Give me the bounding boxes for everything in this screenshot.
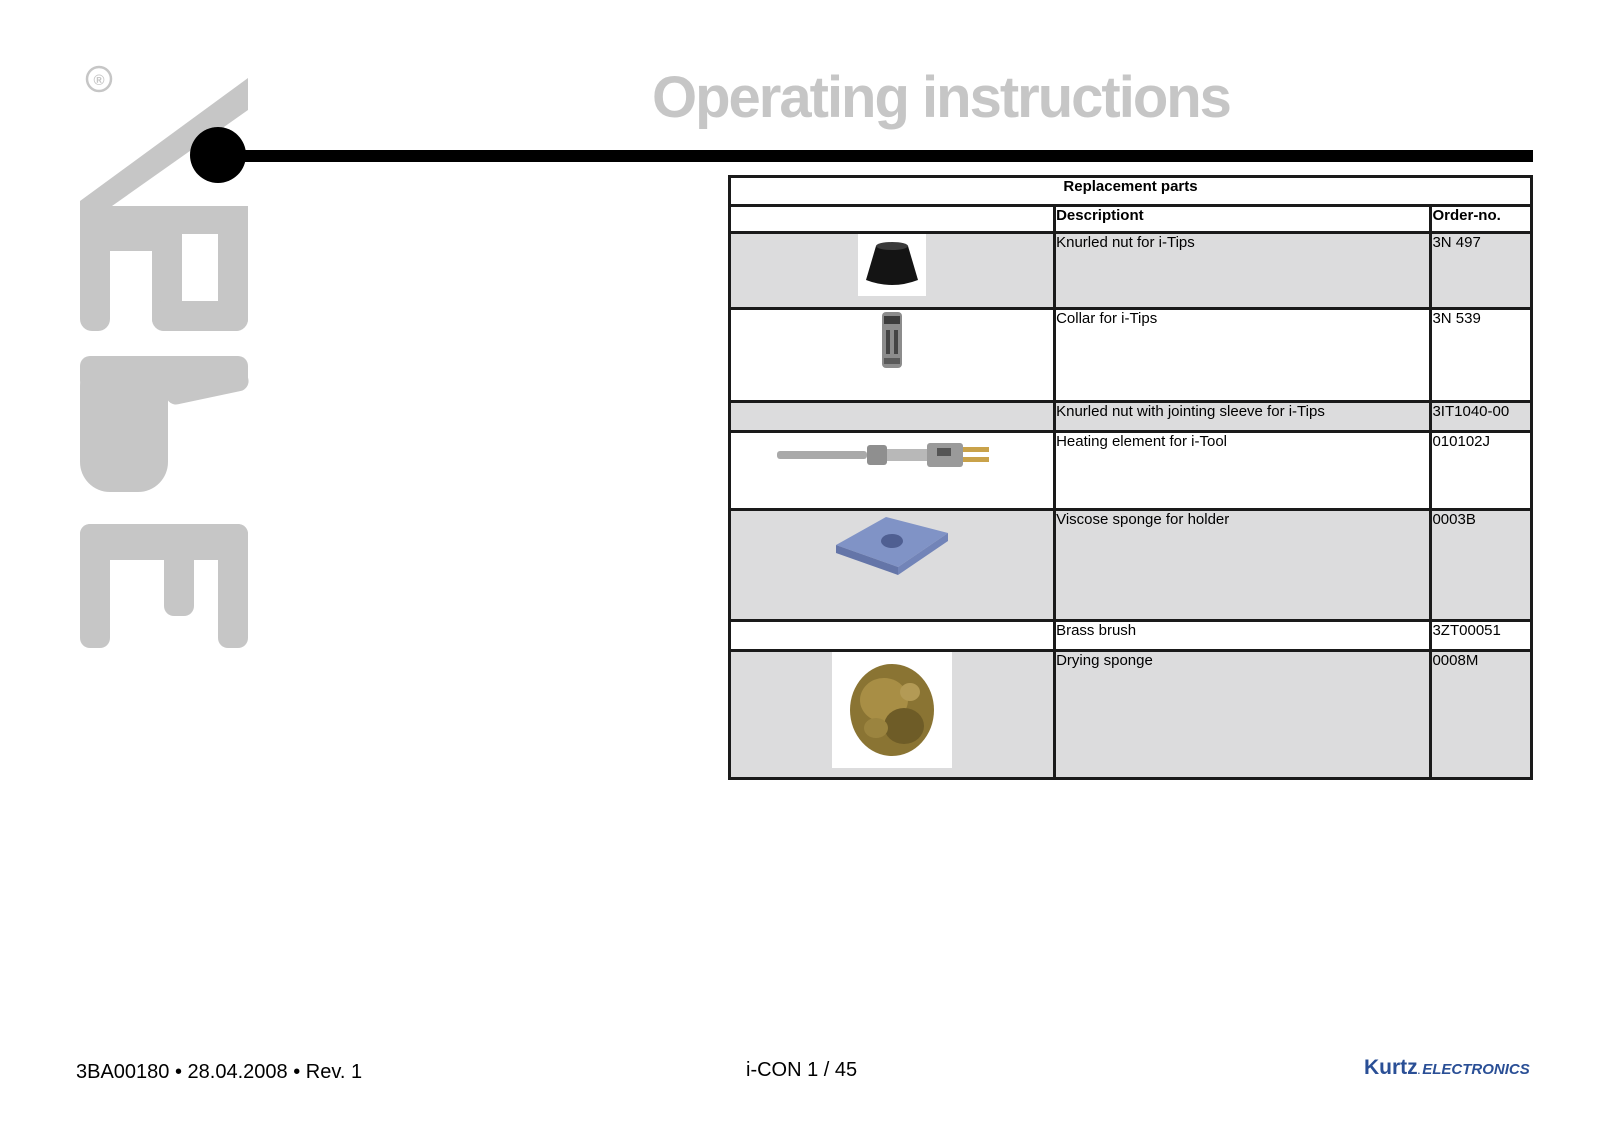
image-cell — [730, 510, 1055, 621]
document-info: 3BA00180 • 28.04.2008 • Rev. 1 — [76, 1061, 363, 1083]
table-row — [730, 402, 1532, 432]
table-row — [730, 621, 1532, 651]
knurled-nut-icon — [858, 234, 926, 296]
replacement-parts-table — [728, 175, 1533, 780]
column-header-order-no: Order-no. — [1431, 206, 1532, 233]
order-no-cell: 010102J — [1431, 432, 1532, 510]
kurtz-dot-icon: . — [1417, 1066, 1421, 1076]
kurtz-electronics-logo — [1364, 1056, 1530, 1080]
registered-mark-icon — [84, 64, 114, 94]
order-no-cell: 3IT1040-00 — [1431, 402, 1532, 432]
image-cell — [730, 402, 1055, 432]
image-cell — [730, 651, 1055, 779]
table-row — [730, 233, 1532, 309]
header-image-cell — [730, 206, 1055, 233]
description-cell: Drying sponge — [1055, 651, 1431, 779]
description-cell: Heating element for i-Tool — [1055, 432, 1431, 510]
order-no-cell: 3ZT00051 — [1431, 621, 1532, 651]
collar-icon — [878, 310, 906, 372]
description-cell: Brass brush — [1055, 621, 1431, 651]
viscose-sponge-icon — [834, 511, 950, 577]
order-no-cell: 3N 497 — [1431, 233, 1532, 309]
header-rule — [228, 150, 1533, 162]
table-row — [730, 510, 1532, 621]
image-cell — [730, 432, 1055, 510]
description-cell: Viscose sponge for holder — [1055, 510, 1431, 621]
table-row — [730, 651, 1532, 779]
image-cell — [730, 621, 1055, 651]
page-title: Operating instructions — [652, 65, 1230, 130]
kurtz-logo-text: Kurtz — [1364, 1056, 1418, 1079]
column-header-description: Descriptiont — [1055, 206, 1431, 233]
order-no-cell: 0008M — [1431, 651, 1532, 779]
page-number: i-CON 1 / 45 — [746, 1059, 858, 1081]
drying-sponge-icon — [832, 652, 952, 768]
description-cell: Knurled nut for i-Tips — [1055, 233, 1431, 309]
table-row — [730, 432, 1532, 510]
description-cell: Collar for i-Tips — [1055, 309, 1431, 402]
table-caption: Replacement parts — [730, 177, 1532, 206]
order-no-cell: 3N 539 — [1431, 309, 1532, 402]
svg-text:®: ® — [93, 72, 105, 89]
heating-element-icon — [777, 433, 1007, 477]
table-row — [730, 309, 1532, 402]
image-cell — [730, 233, 1055, 309]
description-cell: Knurled nut with jointing sleeve for i-Tips — [1055, 402, 1431, 432]
order-no-cell: 0003B — [1431, 510, 1532, 621]
electronics-logo-text: ELECTRONICS — [1422, 1061, 1530, 1078]
image-cell — [730, 309, 1055, 402]
